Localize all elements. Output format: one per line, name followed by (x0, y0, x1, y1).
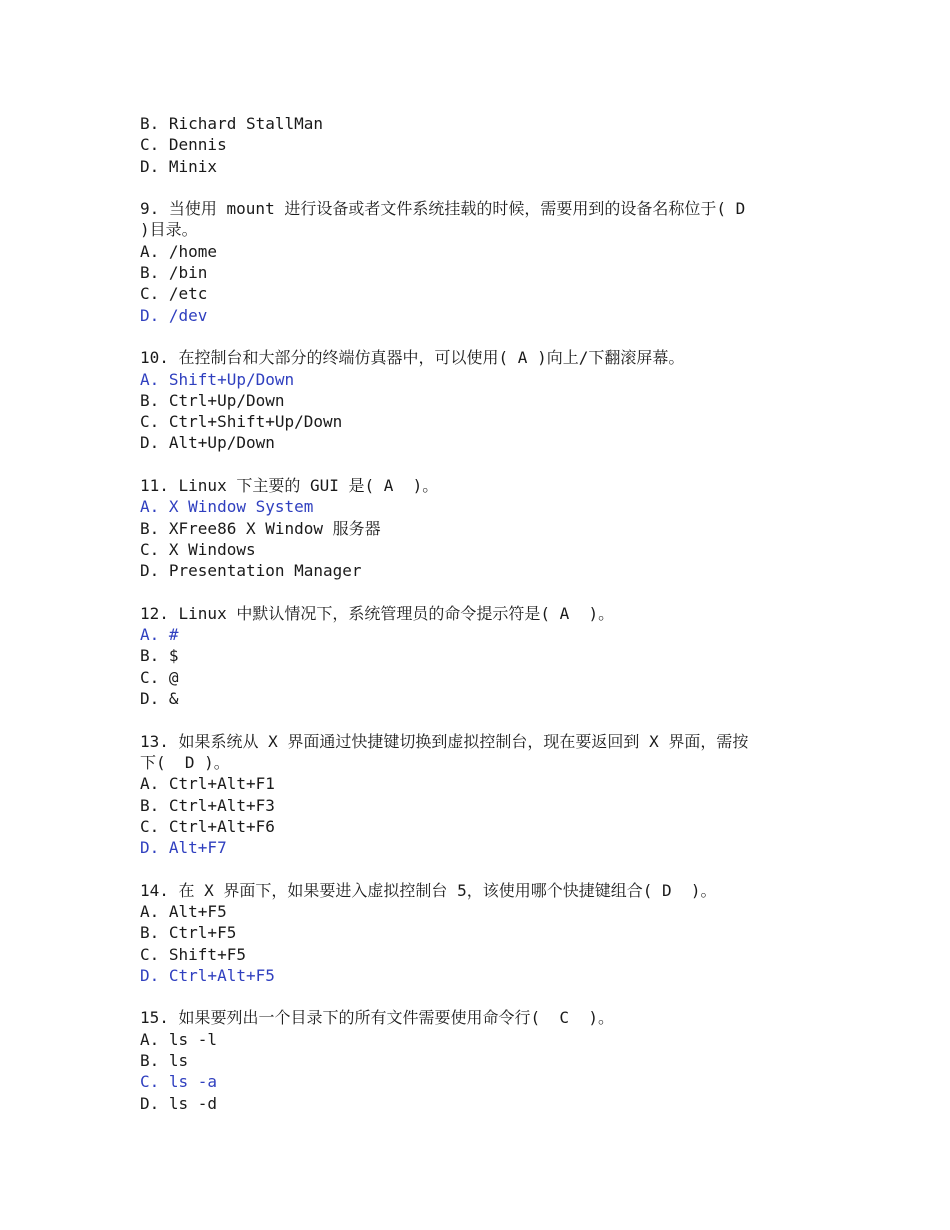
question-stem: 13. 如果系统从 X 界面通过快捷键切换到虚拟控制台，现在要返回到 X 界面，需按 (140, 731, 749, 751)
previous-question-options (140, 113, 820, 177)
option-line: D. Alt+Up/Down (140, 433, 275, 453)
option-line: B. Richard StallMan (140, 114, 324, 133)
question-stem: 10. 在控制台和大部分的终端仿真器中，可以使用( A )向上/下翻滚屏幕。 (140, 348, 685, 368)
option-line: A. Ctrl+Alt+F1 (140, 774, 275, 794)
spacer (140, 177, 820, 198)
spacer (140, 986, 820, 1007)
option-line-correct: C. ls -a (140, 1072, 218, 1092)
spacer (140, 454, 820, 475)
option-line: D. Presentation Manager (140, 561, 362, 581)
spacer (140, 709, 820, 730)
question-block (140, 603, 820, 709)
option-line: C. Dennis (140, 135, 227, 155)
question-stem: 下( D )。 (140, 752, 230, 772)
option-line: C. /etc (140, 284, 208, 304)
spacer (140, 326, 820, 347)
option-line-correct: D. /dev (140, 305, 208, 325)
option-line-correct: A. # (140, 625, 179, 645)
option-line: C. X Windows (140, 539, 256, 559)
option-line: B. $ (140, 646, 179, 666)
option-line-correct: A. X Window System (140, 497, 314, 517)
option-line: A. ls -l (140, 1029, 218, 1049)
option-line-correct: D. Alt+F7 (140, 838, 227, 858)
option-line: C. @ (140, 667, 179, 687)
option-line: C. Shift+F5 (140, 944, 246, 964)
option-line-correct: A. Shift+Up/Down (140, 369, 295, 389)
option-line: D. & (140, 689, 179, 709)
option-line: D. Minix (140, 156, 218, 176)
option-line: C. Ctrl+Shift+Up/Down (140, 412, 343, 432)
question-block (140, 198, 820, 326)
spacer (140, 858, 820, 879)
spacer (140, 582, 820, 603)
question-block (140, 347, 820, 453)
option-line: D. ls -d (140, 1093, 218, 1113)
question-block (140, 475, 820, 581)
question-stem: 15. 如果要列出一个目录下的所有文件需要使用命令行( C )。 (140, 1008, 614, 1028)
question-stem: 12. Linux 中默认情况下，系统管理员的命令提示符是( A )。 (140, 603, 615, 623)
option-line: B. Ctrl+Up/Down (140, 390, 285, 410)
option-line: B. Ctrl+Alt+F3 (140, 795, 275, 815)
option-line: B. XFree86 X Window 服务器 (140, 518, 381, 538)
option-line: B. Ctrl+F5 (140, 923, 237, 943)
option-line: C. Ctrl+Alt+F6 (140, 816, 275, 836)
option-line: A. Alt+F5 (140, 901, 227, 921)
question-block (140, 1007, 820, 1113)
question-stem: 11. Linux 下主要的 GUI 是( A )。 (140, 476, 439, 496)
question-stem: 9. 当使用 mount 进行设备或者文件系统挂载的时候，需要用到的设备名称位于( D (140, 199, 746, 219)
option-line: A. /home (140, 241, 218, 261)
question-list (140, 177, 820, 1114)
question-stem: 14. 在 X 界面下，如果要进入虚拟控制台 5，该使用哪个快捷键组合( D )。 (140, 880, 717, 900)
question-stem: )目录。 (140, 220, 198, 240)
option-line-correct: D. Ctrl+Alt+F5 (140, 965, 275, 985)
question-block (140, 880, 820, 986)
question-block (140, 731, 820, 859)
option-line: B. ls (140, 1051, 189, 1071)
option-line: B. /bin (140, 263, 208, 283)
